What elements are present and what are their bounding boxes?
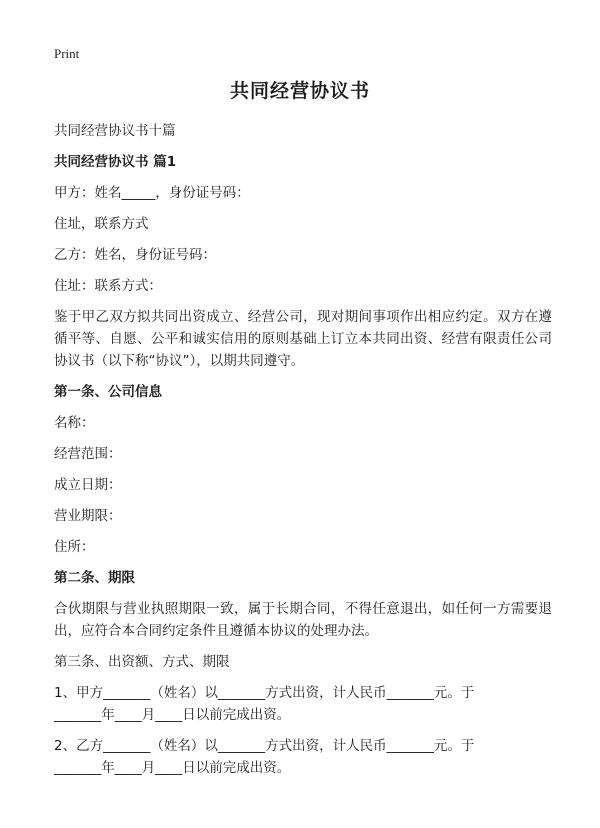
document-body	[54, 120, 552, 779]
article-3-item-2-line-1: 2、乙方_______（姓名）以_______方式出资，计人民币_______元。于	[54, 738, 475, 754]
article-3-heading: 第三条、出资额、方式、期限	[54, 654, 230, 670]
company-name-field: 名称：	[54, 415, 95, 431]
article-2-heading: 第二条、期限	[54, 570, 135, 586]
article-1-heading: 第一条、公司信息	[54, 384, 162, 400]
party-b-name: 乙方：姓名，身份证号码：	[54, 247, 216, 263]
article-3-item-1-line-2: _______年____月____日以前完成出资。	[54, 707, 291, 723]
section-heading: 共同经营协议书 篇1	[54, 154, 177, 170]
establish-date-field: 成立日期：	[54, 477, 122, 493]
party-a-address: 住址，联系方式	[54, 216, 149, 232]
document-title: 共同经营协议书	[229, 80, 370, 102]
business-scope-field: 经营范围：	[54, 446, 122, 462]
business-term-field: 营业期限：	[54, 508, 122, 524]
preamble-paragraph: 鉴于甲乙双方拟共同出资成立、经营公司，现对期间事项作出相应约定。双方在遵循平等、自愿、公平和诚实信用的原则基础上订立本共同出资、经营有限责任公司协议书（以下称“协议”），以期共同遵守。	[54, 309, 552, 369]
article-2-text: 合伙期限与营业执照期限一致，属于长期合同，不得任意退出，如任何一方需要退出，应符合本合同约定条件且遵循本协议的处理办法。	[54, 601, 552, 639]
party-a-name: 甲方：姓名_____，身份证号码：	[54, 185, 250, 201]
domicile-field: 住所：	[54, 539, 95, 555]
document-subtitle: 共同经营协议书十篇	[54, 123, 176, 139]
article-3-item-2-line-2: _______年____月____日以前完成出资。	[54, 760, 291, 776]
article-3-item-1-line-1: 1、甲方_______（姓名）以_______方式出资，计人民币_______元。于	[54, 685, 475, 701]
party-b-address: 住址：联系方式：	[54, 278, 162, 294]
print-link[interactable]: Print	[54, 46, 80, 61]
